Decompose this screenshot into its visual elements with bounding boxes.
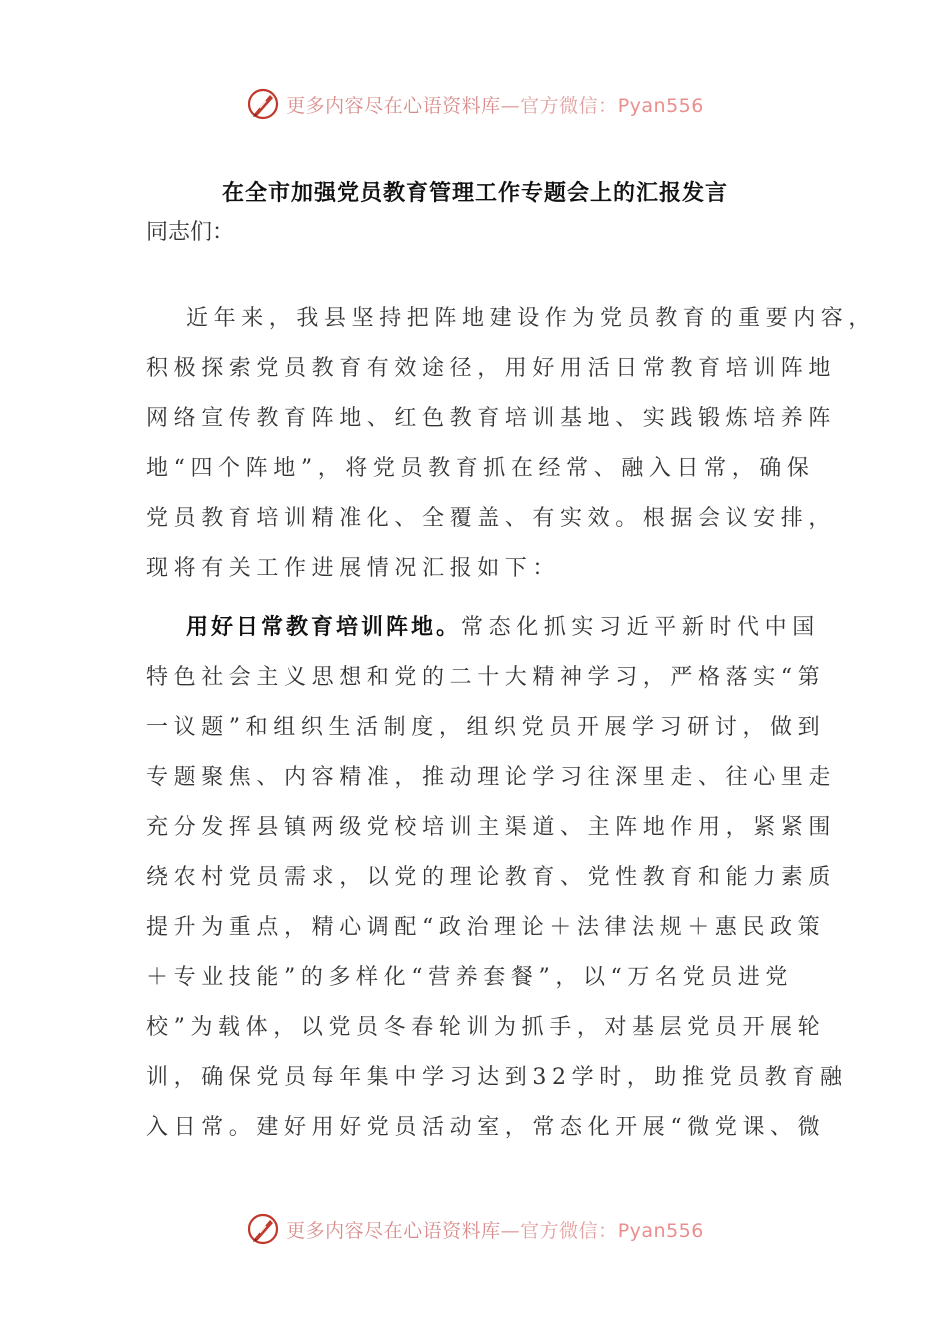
text-line: 地“四个阵地”，将党员教育抓在经常、融入日常，确保	[146, 456, 815, 481]
header-watermark	[0, 84, 950, 124]
text-line	[146, 603, 820, 653]
text-line: 训，确保党员每年集中学习达到32学时，助推党员教育融	[146, 1065, 848, 1090]
text-fragment: 常态化抓实习近平新时代中国	[461, 615, 820, 640]
text-line: 充分发挥县镇两级党校培训主渠道、主阵地作用，紧紧围	[146, 815, 837, 840]
text-line: 绕农村党员需求，以党的理论教育、党性教育和能力素质	[146, 865, 837, 890]
quill-pen-logo-icon	[246, 87, 280, 121]
text-line: 特色社会主义思想和党的二十大精神学习，严格落实“第	[146, 665, 826, 690]
text-line: 专题聚焦、内容精准，推动理论学习往深里走、往心里走	[146, 765, 837, 790]
text-line: 校”为载体，以党员冬春轮训为抓手，对基层党员开展轮	[146, 1015, 826, 1040]
salutation: 同志们：	[146, 220, 235, 245]
document-title: 在全市加强党员教育管理工作专题会上的汇报发言	[221, 181, 728, 206]
text-line: 提升为重点，精心调配“政治理论＋法律法规＋惠民政策	[146, 915, 826, 940]
section-lead-heading: 用好日常教育培训阵地。	[186, 615, 462, 640]
text-line: 党员教育培训精准化、全覆盖、有实效。根据会议安排，	[146, 506, 837, 531]
text-line: 现将有关工作进展情况汇报如下：	[146, 556, 561, 581]
text-line: 入日常。建好用好党员活动室，常态化开展“微党课、微	[146, 1115, 826, 1140]
footer-watermark	[0, 1209, 950, 1249]
watermark-text: 更多内容尽在心语资料库—官方微信：Pyan556	[286, 94, 704, 117]
text-line: 近年来，我县坚持把阵地建设作为党员教育的重要内容，	[186, 306, 877, 331]
watermark-text: 更多内容尽在心语资料库—官方微信：Pyan556	[286, 1219, 704, 1242]
paragraph-daily-education	[146, 603, 848, 1153]
text-line: 积极探索党员教育有效途径，用好用活日常教育培训阵地	[146, 356, 837, 381]
text-line: ＋专业技能”的多样化“营养套餐”，以“万名党员进党	[146, 965, 793, 990]
paragraph-intro	[146, 294, 877, 594]
text-line: 网络宣传教育阵地、红色教育培训基地、实践锻炼培养阵	[146, 406, 837, 431]
text-line: 一议题”和组织生活制度，组织党员开展学习研讨，做到	[146, 715, 826, 740]
quill-pen-logo-icon	[246, 1212, 280, 1246]
